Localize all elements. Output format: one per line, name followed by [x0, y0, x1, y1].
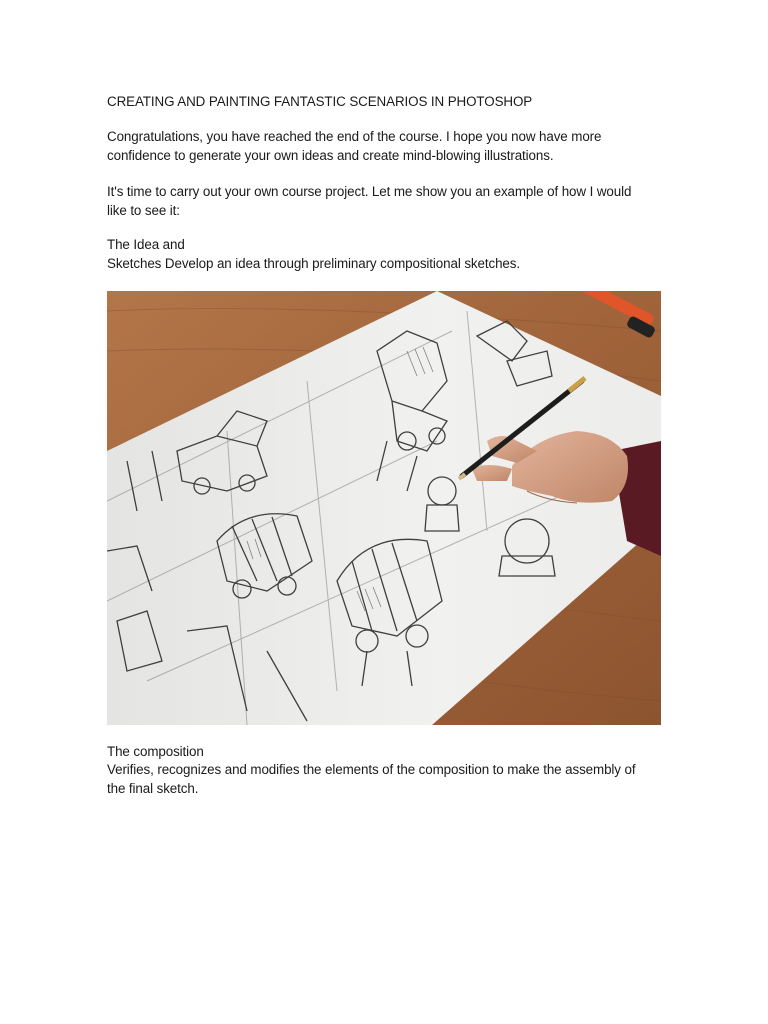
section-idea-heading: The Idea and — [107, 237, 185, 252]
sketch-photo-illustration — [107, 291, 661, 725]
project-paragraph-line-1: It's time to carry out your own course project. Let me show you an example of how I would — [107, 184, 632, 199]
section-composition-body-line-2: the final sketch. — [107, 780, 199, 796]
section-composition-heading: The composition — [107, 744, 204, 759]
document-title: CREATING AND PAINTING FANTASTIC SCENARIOS IN PHOTOSHOP — [107, 94, 533, 109]
section-composition-body-line-1: Verifies, recognizes and modifies the elements of the composition to make the assembly of — [107, 762, 636, 777]
intro-paragraph-line-2: confidence to generate your own ideas and create mind-blowing illustrations. — [107, 147, 554, 163]
section-idea-body: Sketches Develop an idea through preliminary compositional sketches. — [107, 256, 520, 271]
sketch-photo — [107, 291, 661, 725]
project-paragraph-line-2: like to see it: — [107, 202, 180, 218]
intro-paragraph-line-1: Congratulations, you have reached the end of the course. I hope you now have more — [107, 129, 602, 144]
